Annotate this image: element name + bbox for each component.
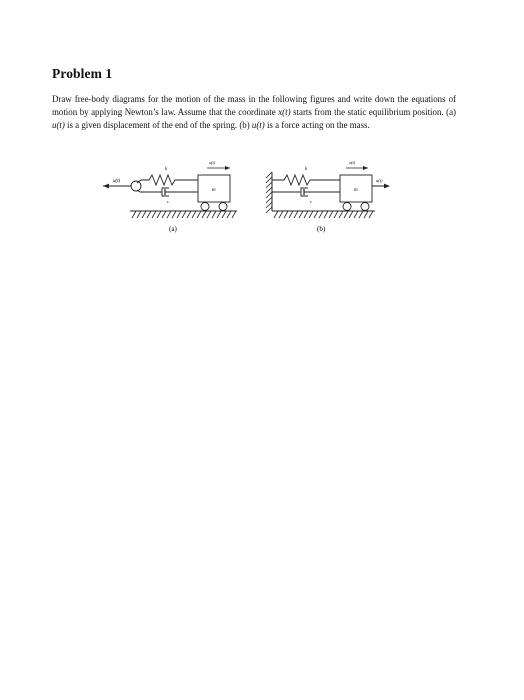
statement-text: Draw free-body diagrams for the motion of the mass in the following figures and write down the equations of motion by applying Newton’s law. Assume that the coordinate: [52, 94, 456, 117]
statement-text: is a given displacement of the end of the spring. (b): [64, 120, 252, 130]
input-arrowhead: [103, 184, 109, 189]
math-symbol: u(t): [251, 120, 265, 130]
mass-label: m: [354, 188, 358, 193]
wheel-left: [201, 203, 209, 211]
wall-hatch: [266, 172, 272, 213]
wheel-right: [361, 203, 369, 211]
spring: [272, 175, 340, 185]
wheel-right: [219, 203, 227, 211]
disp-arrowhead: [363, 166, 368, 170]
ground-hatch: [132, 211, 236, 218]
ground-hatch: [274, 211, 373, 218]
problem-title: Problem 1: [52, 66, 113, 81]
problem-statement: [52, 93, 456, 132]
mass-label: m: [212, 188, 216, 193]
figure-caption: (b): [317, 225, 326, 233]
statement-text: is a force acting on the mass.: [264, 120, 370, 130]
spring-label: k: [165, 167, 168, 172]
statement-text: starts from the static equilibrium position. (a): [290, 107, 457, 117]
force-label: u(t): [376, 178, 383, 183]
disp-arrowhead: [225, 166, 230, 170]
figure-caption: (a): [169, 225, 177, 233]
input-label: u(t): [113, 179, 121, 184]
damper-label: c: [167, 199, 169, 204]
math-symbol: u(t): [52, 120, 65, 130]
spring-label: k: [305, 167, 308, 172]
figure-b-diagram: [262, 158, 392, 240]
disp-label: x(t): [349, 160, 356, 165]
damper-label: c: [310, 199, 312, 204]
disp-label: x(t): [209, 160, 216, 165]
figure-a-diagram: [95, 158, 255, 240]
input-roller: [131, 181, 141, 191]
figure-b: [262, 158, 392, 240]
wheel-left: [343, 203, 351, 211]
force-arrowhead: [384, 184, 390, 189]
spring: [141, 175, 198, 185]
math-symbol: x(t): [278, 107, 291, 117]
figure-a: [95, 158, 255, 240]
